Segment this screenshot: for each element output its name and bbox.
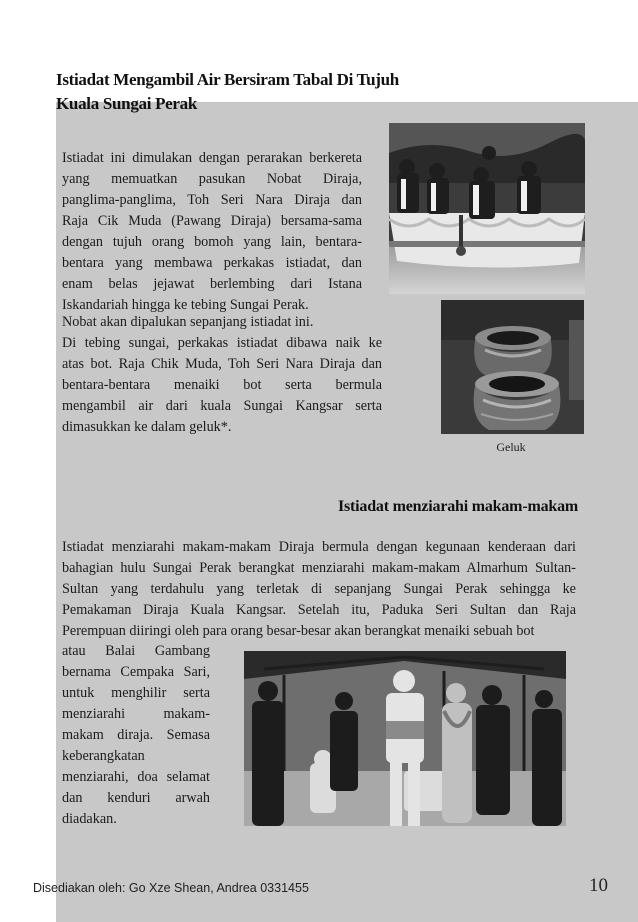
section-heading: Istiadat menziarahi makam-makam bbox=[337, 498, 578, 515]
boat-ceremony-photo bbox=[389, 123, 585, 294]
paragraph-pilgrimage bbox=[62, 537, 576, 642]
text-line: Perempuan diiringi oleh para orang besar-besar akan berangkat menaiki sebuah bot bbox=[62, 623, 535, 639]
photo-caption: Geluk bbox=[496, 440, 526, 454]
text-line: dan kenduri arwah bbox=[62, 790, 210, 806]
text-line: Iskandariah hingga ke tebing Sungai Perak. bbox=[62, 297, 309, 313]
royal-tomb-visit-photo bbox=[244, 651, 566, 826]
text-line: Istiadat menziarahi makam-makam Diraja bermula dengan kegunaan kenderaan dari bbox=[62, 539, 576, 555]
text-line: menziarahi, doa selamat bbox=[62, 769, 210, 785]
page-number: 10 bbox=[589, 875, 608, 896]
text-line: dimasukkan ke dalam geluk*. bbox=[62, 419, 232, 435]
text-line: bernama Cempaka Sari, bbox=[62, 664, 210, 680]
text-line: dengan tujuh orang bomoh yang lain, bentara- bbox=[62, 234, 362, 250]
text-line: Raja Cik Muda (Pawang Diraja) bersama-sama bbox=[62, 213, 362, 229]
text-line: Sultan yang terdahulu yang terletak di sepanjang Sungai Perak sehingga ke bbox=[62, 581, 576, 597]
text-line: Istiadat ini dimulakan dengan perarakan berkereta bbox=[62, 150, 362, 166]
footer-credit: Disediakan oleh: Go Xze Shean, Andrea 0331455 bbox=[33, 881, 309, 895]
geluk-vessels-photo bbox=[441, 300, 584, 434]
text-line: Nobat akan dipalukan sepanjang istiadat ini. bbox=[62, 314, 314, 330]
text-line: yang memuatkan pasukan Nobat Diraja, bbox=[62, 171, 362, 187]
text-line: bentara yang membawa perkakas istiadat, dan bbox=[62, 255, 362, 271]
text-line: keberangkatan bbox=[62, 748, 145, 764]
text-line: menziarahi makam- bbox=[62, 706, 210, 722]
text-line: untuk menghilir serta bbox=[62, 685, 210, 701]
text-line: Pemakaman Diraja Kuala Kangsar. Setelah itu, Paduka Seri Sultan dan Raja bbox=[62, 602, 576, 618]
paragraph-procession bbox=[62, 148, 362, 316]
paragraph-balai-gambang bbox=[62, 641, 210, 830]
text-line: diadakan. bbox=[62, 811, 117, 827]
text-line: Di tebing sungai, perkakas istiadat dibawa naik ke bbox=[62, 335, 382, 351]
text-line: panglima-panglima, Toh Seri Nara Diraja dan bbox=[62, 192, 362, 208]
text-line: bahagian hulu Sungai Perak berangkat menziarahi makam-makam Almarhum Sultan- bbox=[62, 560, 576, 576]
text-line: atas bot. Raja Chik Muda, Toh Seri Nara Diraja dan bbox=[62, 356, 382, 372]
text-line: bentara-bentara menaiki bot serta bermula bbox=[62, 377, 382, 393]
page-title-line-2: Kuala Sungai Perak bbox=[56, 94, 198, 113]
paragraph-nobat bbox=[62, 312, 382, 438]
page-title bbox=[56, 68, 476, 116]
text-line: enam belas jejawat berlembing dari Istana bbox=[62, 276, 362, 292]
text-line: atau Balai Gambang bbox=[62, 643, 210, 659]
text-line: makam diraja. Semasa bbox=[62, 727, 210, 743]
page-title-line-1: Istiadat Mengambil Air Bersiram Tabal Di Tujuh bbox=[56, 70, 399, 89]
text-line: mengambil air dari kuala Sungai Kangsar serta bbox=[62, 398, 382, 414]
